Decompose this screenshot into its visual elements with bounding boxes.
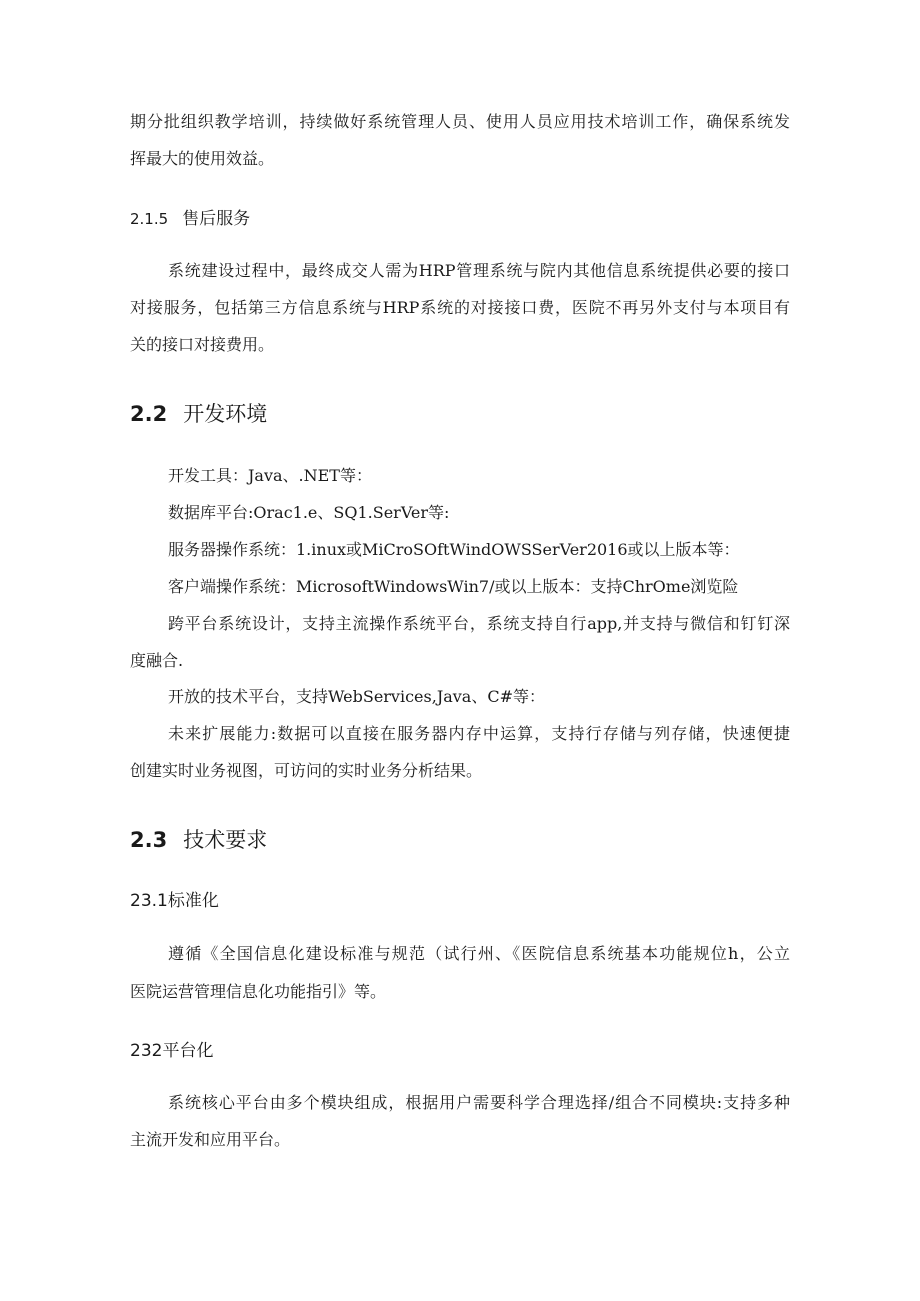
section-215-line-3: 关的接口对接费用。 (130, 335, 275, 354)
section-22-heading (130, 400, 267, 428)
section-231-line-1: 遵循《全国信息化建设标准与规范（试行州、《医院信息系统基本功能规位h，公立 (168, 944, 790, 963)
section-232-line-2: 主流开发和应用平台。 (130, 1130, 291, 1149)
section-232-heading: 232平台化 (130, 1041, 214, 1061)
section-22-item-4: 客户端操作系统：MicrosoftWindowsWin7/或以上版本：支持ChrOme浏览险 (168, 577, 739, 596)
section-23-heading (130, 826, 267, 854)
section-22-item-5-cont: 度融合. (130, 651, 184, 670)
section-22-title: 开发环境 (183, 402, 268, 426)
section-23-title: 技术要求 (183, 828, 268, 852)
section-22-number: 2.2 (130, 402, 168, 426)
section-23-number: 2.3 (130, 828, 168, 852)
section-231-line-2: 医院运营管理信息化功能指引》等。 (130, 982, 387, 1001)
section-22-item-3: 服务器操作系统：1.inux或MiCroSOftWindOWSSerVer2016或以上版本等： (168, 540, 740, 559)
section-215-line-2: 对接服务，包括第三方信息系统与HRP系统的对接接口费，医院不再另外支付与本项目有 (130, 298, 790, 317)
section-232-line-1: 系统核心平台由多个模块组成，根据用户需要科学合理选择/组合不同模块:支持多种 (168, 1093, 790, 1112)
section-22-item-7-cont: 创建实时业务视图，可访问的实时业务分析结果。 (130, 761, 483, 780)
section-22-item-2: 数据库平台:Orac1.e、SQ1.SerVer等: (168, 503, 450, 522)
section-231-heading: 23.1标准化 (130, 891, 219, 911)
section-22-item-1: 开发工具：Java、.NET等： (168, 466, 372, 485)
intro-line-2: 挥最大的使用效益。 (130, 149, 275, 168)
intro-line-1: 期分批组织教学培训，持续做好系统管理人员、使用人员应用技术培训工作，确保系统发 (130, 112, 790, 131)
section-215-title: 售后服务 (182, 209, 251, 229)
section-22-item-6: 开放的技术平台，支持WebServices,Java、C#等： (168, 687, 545, 706)
section-22-item-7: 未来扩展能力:数据可以直接在服务器内存中运算，支持行存储与列存储，快速便捷 (168, 724, 790, 743)
section-215-line-1: 系统建设过程中，最终成交人需为HRP管理系统与院内其他信息系统提供必要的接口 (168, 261, 790, 280)
section-215-number: 2.1.5 (130, 210, 169, 228)
section-22-item-5: 跨平台系统设计，支持主流操作系统平台，系统支持自行app,并支持与微信和钉钉深 (168, 614, 790, 633)
section-215-heading (130, 208, 250, 230)
